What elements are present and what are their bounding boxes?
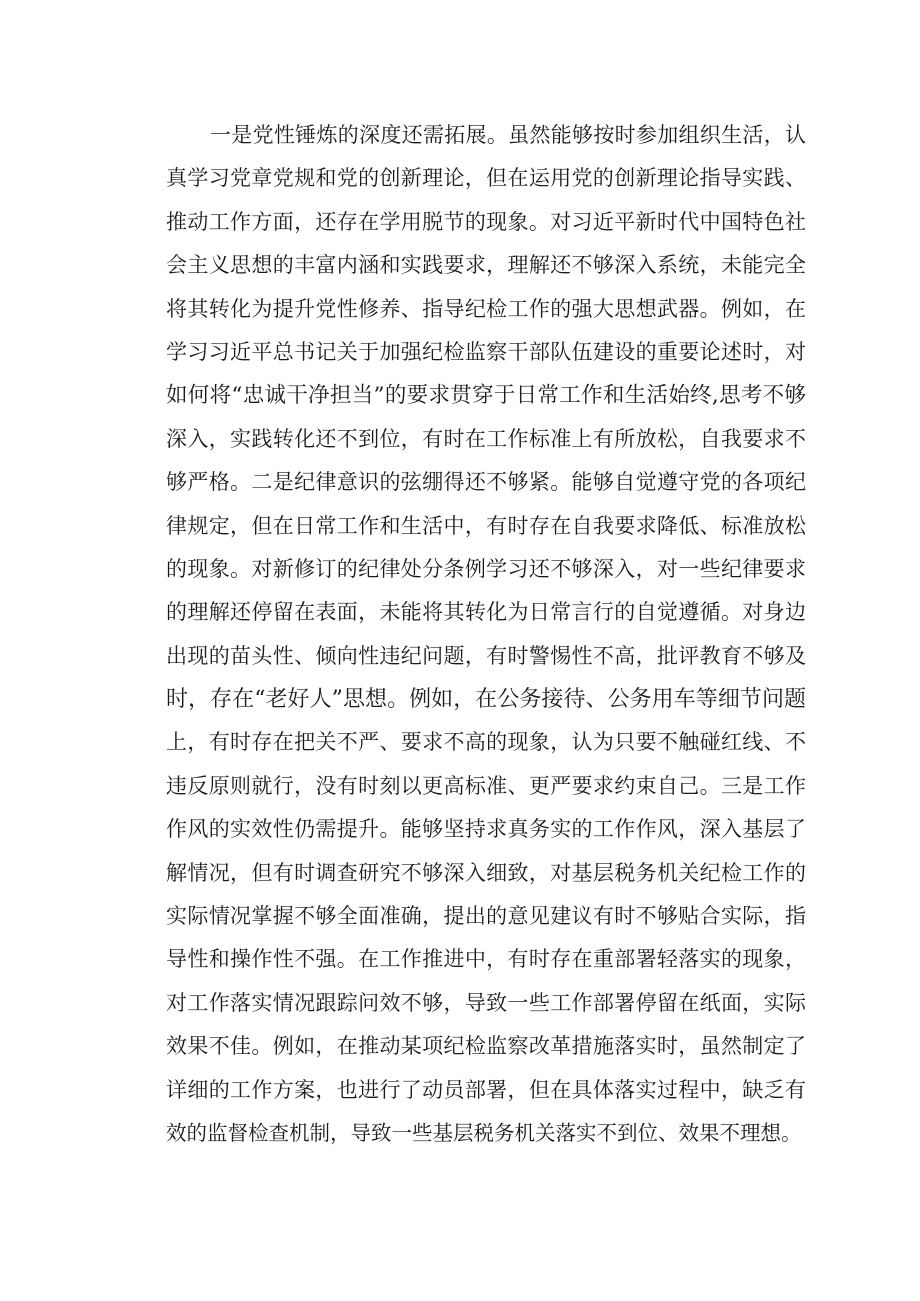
paragraph-line-6: 学习习近平总书记关于加强纪检监察干部队伍建设的重要论述时，对 [166,339,806,364]
paragraph-line-2: 真学习党章党规和党的创新理论，但在运用党的创新理论指导实践、 [166,166,806,191]
paragraph-line-10: 律规定，但在日常工作和生活中，有时存在自我要求降低、标准放松 [166,513,806,538]
paragraph-line-1: 一是党性锤炼的深度还需拓展。虽然能够按时参加组织生活，认 [210,123,806,147]
paragraph-line-14: 时，存在“老好人”思想。例如，在公务接待、公务用车等细节问题 [166,687,806,713]
paragraph-line-11: 的现象。对新修订的纪律处分条例学习还不够深入，对一些纪律要求 [166,556,806,581]
paragraph-line-13: 出现的苗头性、倾向性违纪问题，有时警惕性不高，批评教育不够及 [166,643,806,668]
paragraph-line-24: 效的监督检查机制，导致一些基层税务机关落实不到位、效果不理想。 [166,1120,802,1145]
body-paragraph [166,114,806,1155]
paragraph-line-22: 效果不佳。例如，在推动某项纪检监察改革措施落实时，虽然制定了 [166,1034,806,1059]
paragraph-line-8: 深入，实践转化还不到位，有时在工作标准上有所放松，自我要求不 [166,426,806,451]
paragraph-line-4: 会主义思想的丰富内涵和实践要求，理解还不够深入系统，未能完全 [166,253,806,278]
paragraph-line-18: 解情况，但有时调查研究不够深入细致，对基层税务机关纪检工作的 [166,860,806,885]
paragraph-line-19: 实际情况掌握不够全面准确，提出的意见建议有时不够贴合实际，指 [166,904,806,929]
paragraph-line-20: 导性和操作性不强。在工作推进中，有时存在重部署轻落实的现象， [166,947,806,972]
paragraph-line-23: 详细的工作方案，也进行了动员部署，但在具体落实过程中，缺乏有 [166,1077,806,1102]
paragraph-line-17: 作风的实效性仍需提升。能够坚持求真务实的工作作风，深入基层了 [166,817,806,842]
paragraph-line-7: 如何将“忠诚干净担当”的要求贯穿于日常工作和生活始终,思考不够 [166,383,806,409]
paragraph-line-16: 违反原则就行，没有时刻以更高标准、更严要求约束自己。三是工作 [166,773,806,798]
paragraph-line-15: 上，有时存在把关不严、要求不高的现象，认为只要不触碰红线、不 [166,730,806,755]
paragraph-line-9: 够严格。二是纪律意识的弦绷得还不够紧。能够自觉遵守党的各项纪 [166,470,806,495]
paragraph-line-3: 推动工作方面，还存在学用脱节的现象。对习近平新时代中国特色社 [166,209,806,234]
paragraph-line-5: 将其转化为提升党性修养、指导纪检工作的强大思想武器。例如，在 [166,296,806,321]
paragraph-line-12: 的理解还停留在表面，未能将其转化为日常言行的自觉遵循。对身边 [166,600,806,625]
paragraph-line-21: 对工作落实情况跟踪问效不够，导致一些工作部署停留在纸面，实际 [166,990,806,1015]
